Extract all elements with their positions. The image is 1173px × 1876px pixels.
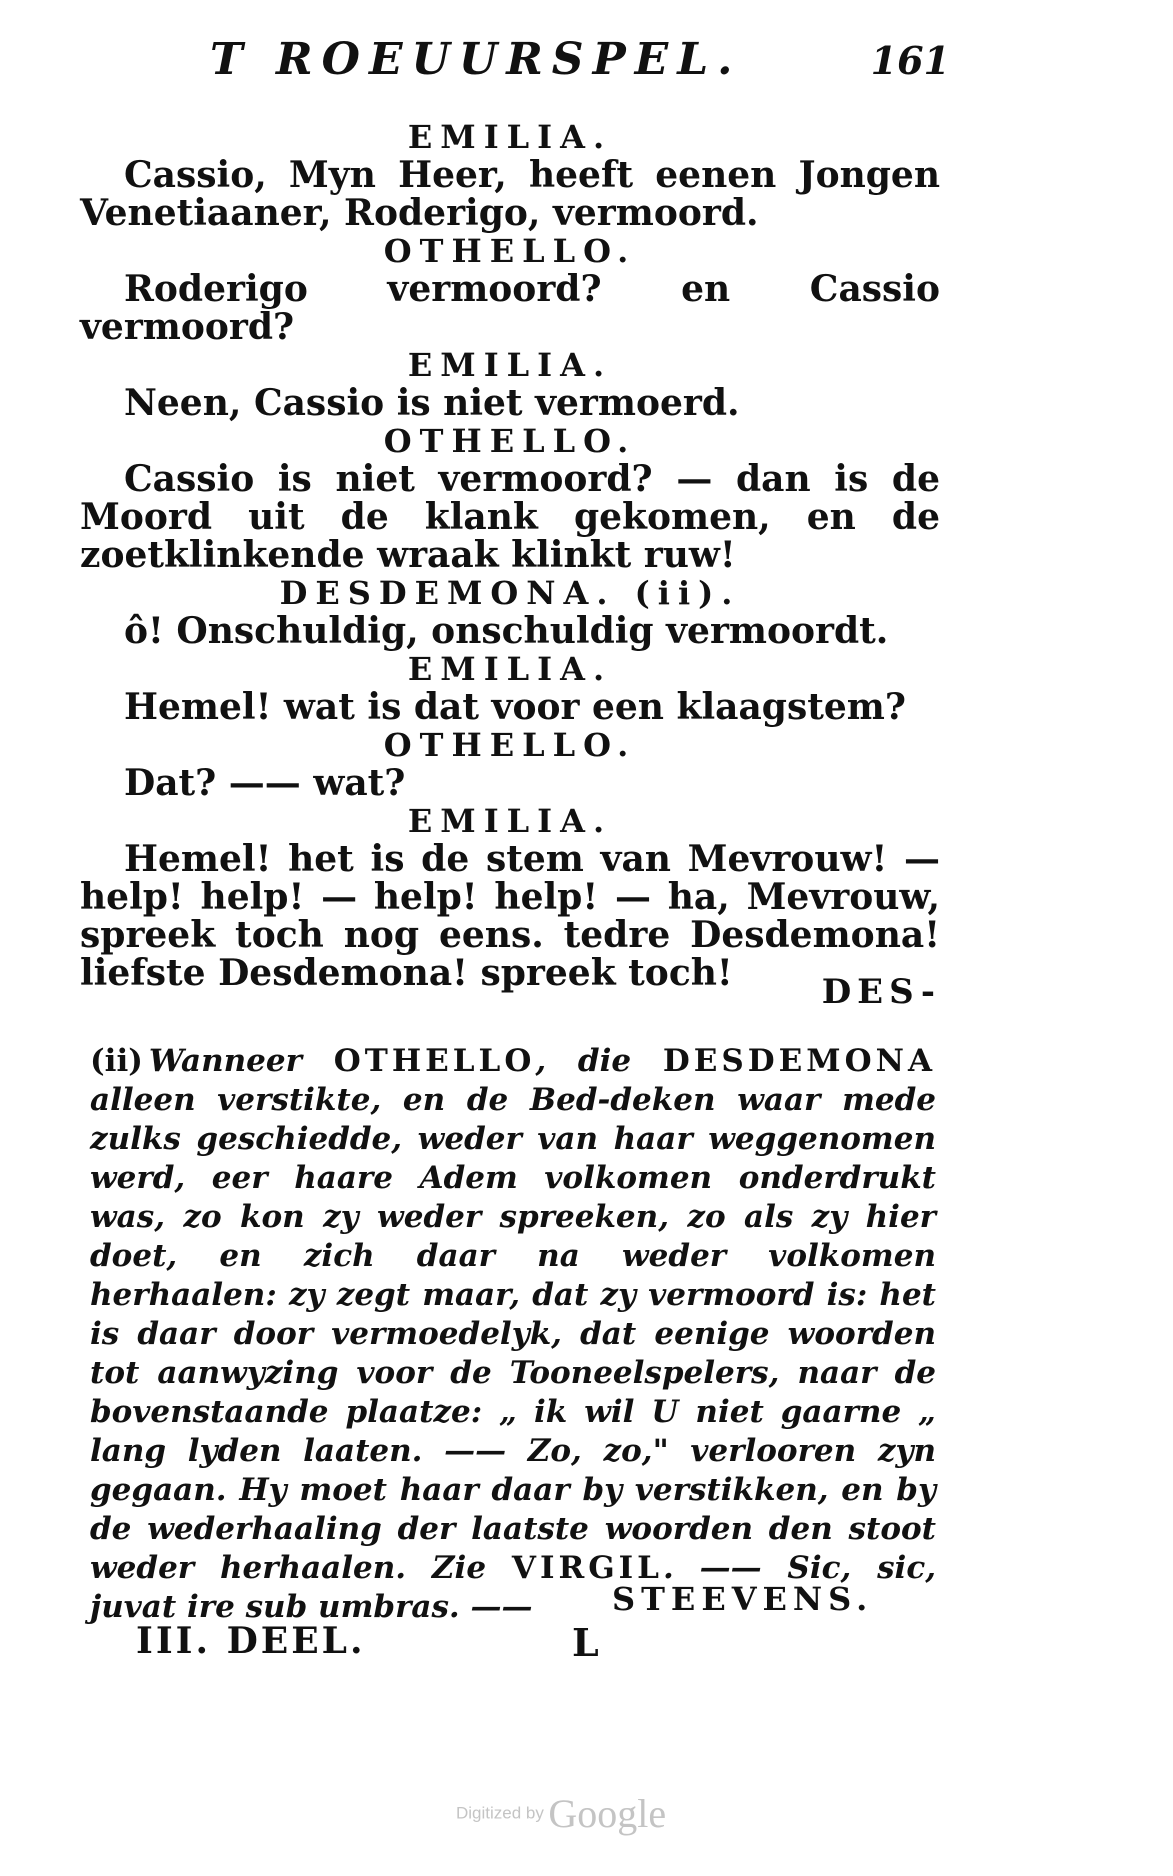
page-header	[210, 34, 950, 94]
speech-text: Hemel! het is de stem van Mevrouw! — help! help! — help! help! — ha, Mevrouw, spreek toch nog eens. tedre Desdemona! liefste Desdemona! spreek toch!	[80, 838, 940, 994]
speaker-name: EMILIA.	[407, 650, 613, 688]
speech-text: Roderigo vermoord? en Cassio vermoord?	[80, 268, 940, 348]
speech-text: Cassio, Myn Heer, heeft eenen Jongen Venetiaaner, Roderigo, vermoord.	[80, 154, 940, 234]
speech-text: Neen, Cassio is niet vermoerd.	[124, 382, 740, 424]
signature-line	[136, 1620, 636, 1670]
watermark-prefix: Digitized by	[456, 1803, 544, 1823]
running-title: T ROEUURSPEL.	[210, 34, 742, 85]
footnote-name-virgil: VIRGIL	[511, 1550, 663, 1586]
footnote-signature: STEEVENS.	[612, 1580, 874, 1618]
speaker-name: EMILIA.	[407, 802, 613, 840]
speaker-name: EMILIA.	[407, 118, 613, 156]
speaker-name: DESDEMONA. (ii).	[279, 574, 741, 612]
speaker-name: OTHELLO.	[383, 232, 637, 270]
footnote-text: . —— Sic, sic, juvat ire sub umbras. ——	[90, 1550, 936, 1625]
speech-text: Hemel! wat is dat voor een klaagstem?	[124, 686, 906, 728]
footnote-name-othello: OTHELLO	[333, 1043, 536, 1079]
footnote	[90, 1042, 936, 1627]
speech-text: ô! Onschuldig, onschuldig vermoordt.	[124, 610, 889, 652]
digitization-watermark	[456, 1790, 666, 1837]
footnote-text: Wanneer	[148, 1043, 334, 1079]
watermark-brand: Google	[548, 1791, 667, 1836]
catchword: DES-	[821, 972, 941, 1012]
speaker-name: OTHELLO.	[383, 726, 637, 764]
footnote-name-desdemona: DESDEMONA	[662, 1043, 937, 1079]
volume-label: III. DEEL.	[136, 1620, 366, 1662]
speech-text: Cassio is niet vermoord? — dan is de Moord uit de klank gekomen, en de zoetklinkende wraak klinkt ruw!	[80, 458, 940, 576]
page-number: 161	[870, 38, 950, 83]
speech-text: Dat? —— wat?	[124, 762, 406, 804]
footnote-text: , die	[535, 1043, 663, 1079]
footnote-mark: (ii)	[90, 1043, 143, 1079]
gathering-mark: L	[572, 1620, 599, 1665]
dialogue	[80, 118, 940, 992]
footnote-text: alleen verstikte, en de Bed-deken waar mede zulks geschiedde, weder van haar weggenomen werd, eer haare Adem volkomen onderdrukt was, zo kon zy weder spreeken, zo als zy hier doet, en zich daar na weder volkomen herhaalen: zy zegt maar, dat zy vermoord is: het is daar door vermoedelyk, dat eenige woorden tot aanwyzing voor de Tooneelspelers, naar de bovenstaande plaatze: „ ik wil U niet gaarne „ lang lyden laaten. —— Zo, zo," verlooren zyn gegaan. Hy moet haar daar by verstikken, en by de wederhaaling der laatste woorden den stoot weder herhaalen. Zie	[90, 1082, 936, 1586]
speaker-name: OTHELLO.	[383, 422, 637, 460]
speaker-name: EMILIA.	[407, 346, 613, 384]
